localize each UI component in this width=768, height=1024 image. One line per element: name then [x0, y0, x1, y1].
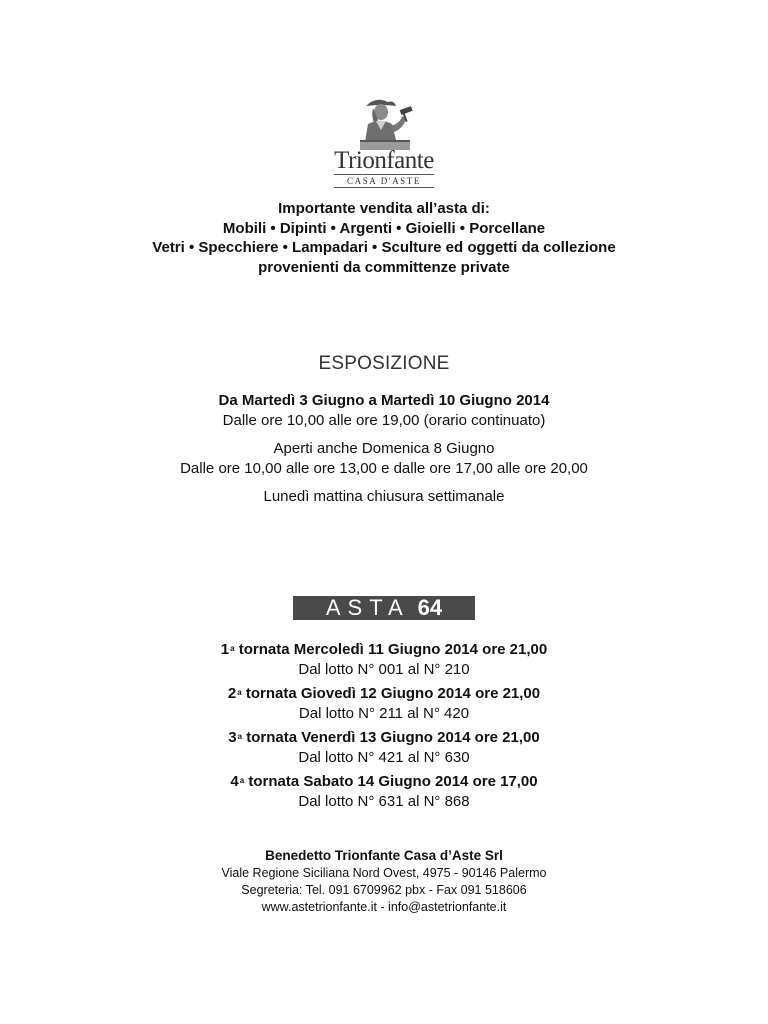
- exhibition-closure-block: [0, 487, 768, 507]
- session-ordinal-suffix: a: [230, 644, 235, 653]
- session-lots: Dal lotto N° 631 al N° 868: [298, 792, 470, 810]
- session-title-text: tornata Sabato 14 Giugno 2014 ore 17,00: [248, 773, 538, 790]
- company-name: Benedetto Trionfante Casa d’Aste Srl: [265, 848, 503, 863]
- session-title: [0, 728, 768, 748]
- session-ordinal: 1: [220, 641, 230, 658]
- session-item: [0, 728, 768, 772]
- session-title: [0, 640, 768, 660]
- session-title-text: tornata Venerdì 13 Giugno 2014 ore 21,00: [246, 729, 540, 746]
- logo-divider: [334, 174, 434, 175]
- exhibition-sunday-block: [0, 439, 768, 478]
- session-item: [0, 684, 768, 728]
- session-ordinal-suffix: a: [237, 732, 243, 741]
- exhibition-heading: ESPOSIZIONE: [318, 353, 450, 374]
- logo-subtitle: CASA D'ASTE: [347, 176, 421, 186]
- company-address: Viale Regione Siciliana Nord Ovest, 4975 - 90146 Palermo: [221, 866, 547, 880]
- intro-block: [0, 199, 768, 277]
- auctioneer-figure-icon: [324, 94, 444, 150]
- intro-line: Vetri • Specchiere • Lampadari • Sculture ed oggetti da collezione: [152, 239, 616, 256]
- session-item: [0, 640, 768, 684]
- session-ordinal-suffix: a: [237, 688, 242, 697]
- exhibition-closure: Lunedì mattina chiusura settimanale: [263, 488, 505, 505]
- session-lots: Dal lotto N° 421 al N° 630: [298, 748, 470, 766]
- intro-line: Mobili • Dipinti • Argenti • Gioielli • Porcellane: [222, 219, 546, 237]
- auction-number: 64: [417, 595, 443, 620]
- auction-word: ASTA: [325, 595, 410, 620]
- session-title-text: tornata Mercoledì 11 Giugno 2014 ore 21,00: [238, 641, 548, 658]
- exhibition-hours: Dalle ore 10,00 alle ore 19,00 (orario continuato): [222, 411, 546, 429]
- logo-name: Trionfante: [334, 147, 434, 174]
- logo-divider: [334, 187, 434, 188]
- company-logo: [324, 94, 444, 198]
- session-ordinal: 2: [227, 685, 237, 702]
- session-item: [0, 772, 768, 816]
- company-phone: Segreteria: Tel. 091 6709962 pbx - Fax 091 518606: [241, 883, 527, 897]
- company-footer: [0, 846, 768, 916]
- session-title: [0, 684, 768, 704]
- session-ordinal-suffix: a: [239, 776, 245, 785]
- session-lots: Dal lotto N° 211 al N° 420: [298, 704, 470, 722]
- exhibition-sunday: Aperti anche Domenica 8 Giugno: [273, 440, 495, 457]
- session-lots: Dal lotto N° 001 al N° 210: [298, 660, 470, 678]
- company-web: www.astetrionfante.it - info@astetrionfante.it: [261, 900, 507, 914]
- exhibition-dates: Da Martedì 3 Giugno a Martedì 10 Giugno 2014: [218, 392, 550, 409]
- exhibition-dates-block: [0, 391, 768, 430]
- auction-sessions: [0, 640, 768, 816]
- intro-line: Importante vendita all’asta di:: [278, 200, 490, 217]
- auction-banner: [293, 596, 475, 620]
- session-title: [0, 772, 768, 792]
- session-ordinal: 4: [230, 773, 239, 790]
- exhibition-sunday-hours: Dalle ore 10,00 alle ore 13,00 e dalle ore 17,00 alle ore 20,00: [180, 459, 588, 477]
- session-title-text: tornata Giovedì 12 Giugno 2014 ore 21,00: [245, 685, 541, 702]
- session-ordinal: 3: [228, 729, 237, 746]
- intro-line: provenienti da committenze private: [258, 258, 510, 276]
